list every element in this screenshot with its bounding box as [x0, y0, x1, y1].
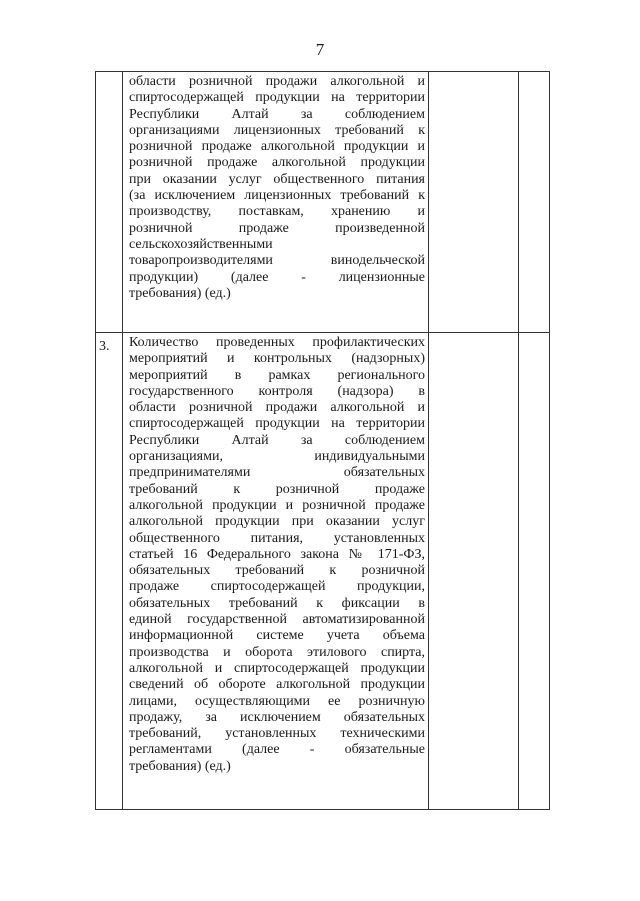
text-line: продажу, за исключением обязательных [129, 709, 425, 725]
text-line: требования) (ед.) [129, 758, 231, 774]
value-cell [429, 72, 519, 333]
text-line: мероприятий и контрольных (надзорных) [129, 351, 425, 367]
text-line: области розничной продажи алкогольной и [129, 74, 425, 89]
text-line: мероприятий в рамках регионального [129, 367, 425, 383]
text-line: Республики Алтай за соблюдением [129, 432, 425, 448]
text-line: производства и оборота этилового спирта, [129, 644, 425, 660]
text-line: обязательных требований к розничной [129, 563, 425, 579]
text-line: организациями, индивидуальными [129, 449, 425, 465]
table-row [96, 72, 550, 333]
text-line: обязательных требований к фиксации в [129, 595, 425, 611]
row-number: 3. [96, 333, 123, 810]
text-line: (за исключением лицензионных требований к [129, 188, 425, 204]
text-line: продукции) (далее - лицензионные [129, 269, 425, 285]
text-line: общественного питания, установленных [129, 530, 425, 546]
text-line: единой государственной автоматизированной [129, 612, 425, 628]
text-line: области розничной продажи алкогольной и [129, 400, 425, 416]
text-line: алкогольной и спиртосодержащей продукции [129, 660, 425, 676]
text-line: розничной продаже произведенной [129, 220, 425, 236]
text-line: алкогольной продукции при оказании услуг [129, 514, 425, 530]
text-line: информационной системе учета объема [129, 628, 425, 644]
text-line: товаропроизводителями винодельческой [129, 253, 425, 269]
table-row [96, 333, 550, 810]
text-line: спиртосодержащей продукции на территории [129, 416, 425, 432]
text-line: розничной продаже алкогольной продукции и [129, 139, 425, 155]
value-cell [519, 72, 550, 333]
text-line: при оказании услуг общественного питания [129, 171, 425, 187]
page-number: 7 [315, 40, 325, 59]
text-line: статьей 16 Федерального закона № 171-ФЗ, [129, 546, 425, 562]
text-line: сведений об обороте алкогольной продукции [129, 677, 425, 693]
indicator-text [123, 72, 429, 333]
value-cell [519, 333, 550, 810]
indicators-table [95, 71, 550, 810]
text-line: Количество проведенных профилактических [129, 335, 425, 350]
text-line: лицами, осуществляющими ее розничную [129, 693, 425, 709]
value-cell [429, 333, 519, 810]
text-line: розничной продаже алкогольной продукции [129, 155, 425, 171]
text-line: сельскохозяйственными [129, 236, 273, 252]
text-line: требований к розничной продаже [129, 481, 425, 497]
text-line: государственного контроля (надзора) в [129, 383, 425, 399]
text-line: продаже спиртосодержащей продукции, [129, 579, 425, 595]
row-number [96, 72, 123, 333]
text-line: регламентами (далее - обязательные [129, 742, 425, 758]
text-line: предпринимателями обязательных [129, 465, 425, 481]
text-line: производству, поставкам, хранению и [129, 204, 425, 220]
text-line: Республики Алтай за соблюдением [129, 106, 425, 122]
text-line: требования) (ед.) [129, 285, 231, 301]
text-line: требований, установленных техническими [129, 726, 425, 742]
text-line: организациями лицензионных требований к [129, 122, 425, 138]
text-line: алкогольной продукции и розничной продаже [129, 497, 425, 513]
text-line: спиртосодержащей продукции на территории [129, 90, 425, 106]
indicator-text [123, 333, 429, 810]
